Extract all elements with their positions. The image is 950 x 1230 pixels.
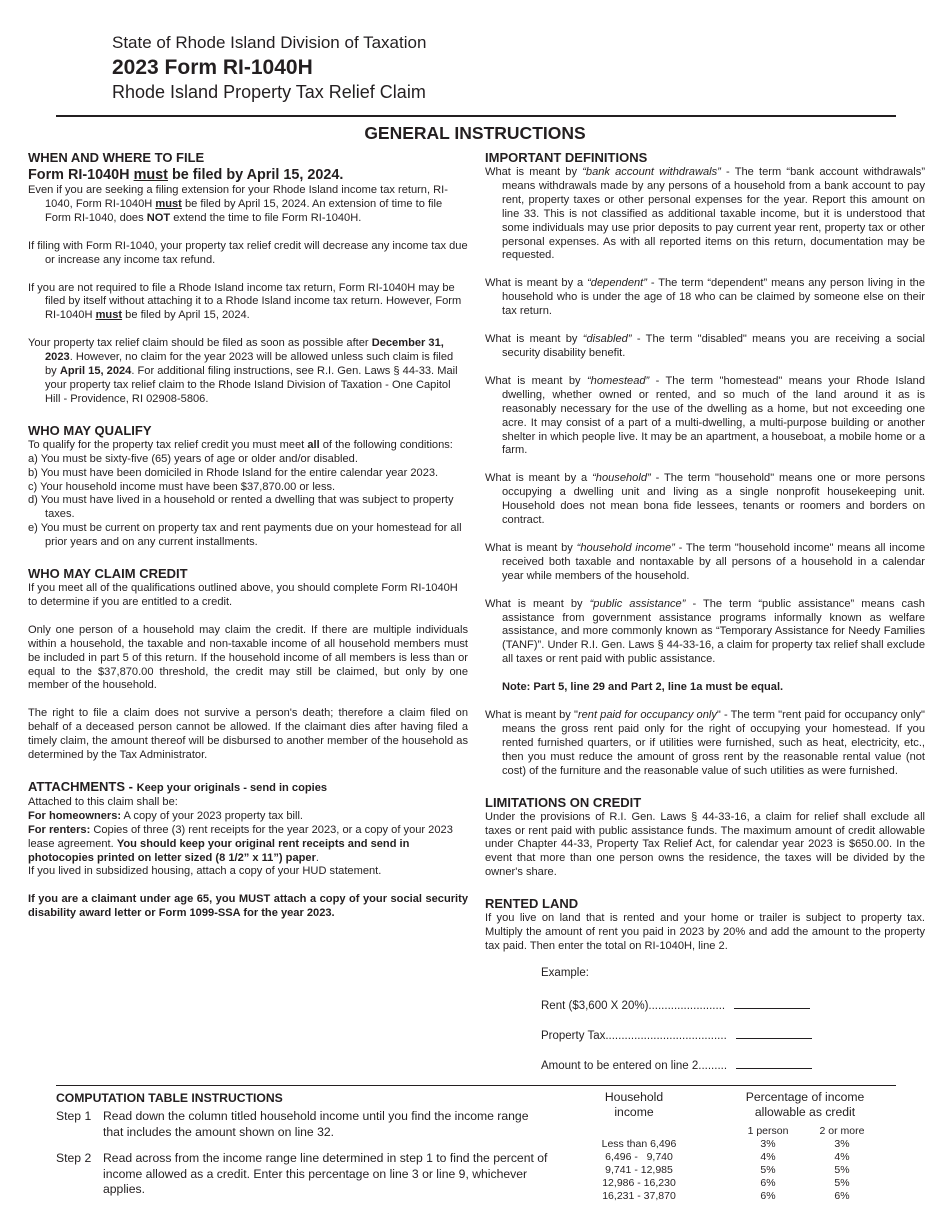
one-person-pct-cell: 3% <box>760 1138 776 1150</box>
left-column <box>28 150 468 921</box>
two-or-more-pct-cell: 5% <box>834 1177 850 1189</box>
property-tax-blank-field <box>736 1028 812 1039</box>
homeowners-line: For homeowners: A copy of your 2023 property tax bill. <box>28 809 303 822</box>
amount-blank-field <box>736 1058 812 1069</box>
attachments-intro: Attached to this claim shall be: <box>28 795 178 808</box>
definitions-heading: IMPORTANT DEFINITIONS <box>485 150 648 165</box>
part5-note: Note: Part 5, line 29 and Part 2, line 1a must be equal. <box>502 681 784 694</box>
one-person-pct-cell: 6% <box>760 1177 776 1189</box>
one-person-pct-cell: 5% <box>760 1164 776 1176</box>
income-range-cell: Less than 6,496 <box>601 1138 677 1150</box>
qualify-item: c) Your household income must have been $37,870.00 or less. <box>28 480 336 493</box>
under65-notice: If you are a claimant under age 65, you MUST attach a copy of your social security disability award letter or Form 1099-SSA for the year 2023. <box>28 893 468 920</box>
one-person-pct-cell: 4% <box>760 1151 776 1163</box>
form-title: 2023 Form RI-1040H <box>112 56 313 79</box>
example-rent-line: Rent ($3,600 X 20%)........................ <box>541 998 810 1012</box>
attachments-heading: ATTACHMENTS - Keep your originals - send in copies <box>28 779 328 794</box>
renters-line: For renters: Copies of three (3) rent receipts for the year 2023, or a copy of your 2023 lease agreement. You should keep your original rent receipts and send in photocopies printed on letter sized (8 1/2” x 11”) paper. <box>28 823 453 864</box>
form-subtitle: Rhode Island Property Tax Relief Claim <box>112 82 426 102</box>
general-instructions-title: GENERAL INSTRUCTIONS <box>364 123 586 143</box>
income-range-cell: 9,741 - 12,985 <box>605 1164 673 1176</box>
step1-label: Step 1 <box>56 1109 92 1123</box>
definition-dependent: What is meant by a “dependent” - The term “dependent” means any person living in the household who is under the age of 18 who can be claimed by someone else on their tax return. <box>485 277 925 318</box>
header-agency <box>112 32 426 54</box>
two-or-more-pct-cell: 4% <box>834 1151 850 1163</box>
definition-bank-withdrawals: What is meant by “bank account withdrawals” - The term “bank account withdrawals” means withdrawals made by any persons of a household from a bank account to pay rent, property taxes or other personal expenses for the year. Report this amount on line 33. This is not classified as additional taxable income, but it is understood that some individuals may use prior deposits to pay current year rent, property tax or other personal expenses. As with all reported items on this return, documentation may be requested. <box>485 166 926 262</box>
step1-text: Read down the column titled household income until you find the income range that includes the amount shown on line 32. <box>103 1109 529 1139</box>
claim-paragraph: The right to file a claim does not survive a person's death; therefore a claim filed on behalf of a deceased person cannot be allowed. If the claimant dies after having filed a timely claim, the amount thereof will be disbursed to another member of the household as determined by the Tax Administrator. <box>28 707 468 762</box>
two-or-more-pct-cell: 3% <box>834 1138 850 1150</box>
definition-household-income: What is meant by “household income” - The term "household income" means all income received both taxable and nontaxable by all persons of a household in a calendar year while members of the household. <box>485 541 925 582</box>
two-or-more-pct-cell: 6% <box>834 1190 850 1202</box>
definition-household: What is meant by a “household” - The term "household" means one or more persons occupying a dwelling unit and living as a single nonprofit housekeeping unit. Household does not mean bona fide lessees, tenants or roomers and borders on contract. <box>485 472 925 527</box>
file-asap-paragraph: Your property tax relief claim should be filed as soon as possible after December 31, 2023. However, no claim for the year 2023 will be allowed unless such claim is filed by April 15, 2024. For additional filing instructions, see R.I. Gen. Laws § 44-33. Mail your property tax relief claim to the Rhode Island Division of Taxation - One Capitol Hill - Providence, RI 02908-5806. <box>28 337 458 405</box>
header-division: Division of Taxation <box>280 33 427 52</box>
right-column <box>485 150 925 954</box>
example-amount-line: Amount to be entered on line 2......... <box>541 1058 812 1072</box>
hud-line: If you lived in subsidized housing, attach a copy of your HUD statement. <box>28 865 382 878</box>
income-range-cell: 6,496 - 9,740 <box>605 1151 673 1163</box>
claim-paragraph: If you meet all of the qualifications outlined above, you should complete Form RI-1040H to determine if you are entitled to a credit. <box>28 582 458 608</box>
when-where-heading: WHEN AND WHERE TO FILE <box>28 150 205 165</box>
not-required-paragraph: If you are not required to file a Rhode Island income tax return, Form RI-1040H may be filed by itself without attaching it to a Rhode Island income tax return. However, Form RI-1040H must be filed by April 15, 2024. <box>28 281 462 322</box>
limitations-heading: LIMITATIONS ON CREDIT <box>485 794 642 810</box>
computation-divider <box>56 1085 896 1086</box>
qualify-item: a) You must be sixty-five (65) years of age or older and/or disabled. <box>28 452 358 465</box>
two-or-more-header: 2 or more <box>819 1125 865 1137</box>
qualify-item: d) You must have lived in a household or rented a dwelling that was subject to property taxes. <box>28 494 454 521</box>
header-state: State of Rhode Island <box>112 33 276 52</box>
example-property-tax-line: Property Tax...................................... <box>541 1028 812 1042</box>
rented-land-heading: RENTED LAND <box>485 896 579 912</box>
ri1040-paragraph: If filing with Form RI-1040, your property tax relief credit will decrease any income tax due or increase any income tax refund. <box>28 239 468 266</box>
one-person-pct-cell: 6% <box>760 1190 776 1202</box>
qualify-intro: To qualify for the property tax relief credit you must meet all of the following conditions: <box>28 438 453 451</box>
definition-public-assistance: What is meant by “public assistance” - The term “public assistance” means cash assistance from government assistance programs informally known as welfare assistance, and more commonly known as “Temporary Assistance for Needy Families (TANF)”. Under R.I. Gen. Laws § 44-33-16, a claim for property tax relief shall exclude all taxes or rent paid with public assistance. <box>485 597 925 666</box>
filing-deadline: Form RI-1040H must be filed by April 15, 2024. <box>28 167 344 183</box>
definition-rent-paid: What is meant by "rent paid for occupancy only" - The term "rent paid for occupancy only" means the gross rent paid only for the right of occupying your homestead. If you rented furnished quarters, or if utilities were furnished, such as heat, electricity, etc., then you must reduce the amount of gross rent by the reasonable rental value (not cost) of the furniture and the reasonable value of such utilities as were furnished. <box>485 709 925 777</box>
computation-title: COMPUTATION TABLE INSTRUCTIONS <box>56 1091 283 1105</box>
income-range-cell: 12,986 - 16,230 <box>602 1177 676 1189</box>
definition-disabled: What is meant by “disabled” - The term "disabled" means you are receiving a social security disability benefit. <box>485 333 925 359</box>
definition-homestead: What is meant by “homestead” - The term "homestead" means your Rhode Island dwelling, whether owned or rented, and so much of the land around it as is reasonably necessary for the use of the dwelling as a home, but not exceeding one acre. It may consist of a part of a multi-dwelling, a multi-purpose building or another shelter in which people live. It may be an apartment, a houseboat, a mobile home or a farm. <box>485 374 925 457</box>
household-income-header: Household income <box>604 1090 664 1119</box>
example-label: Example: <box>541 967 589 979</box>
who-qualify-heading: WHO MAY QUALIFY <box>28 422 152 438</box>
rent-blank-field <box>734 998 810 1009</box>
two-or-more-pct-cell: 5% <box>834 1164 850 1176</box>
qualify-item: b) You must have been domiciled in Rhode Island for the entire calendar year 2023. <box>28 466 439 479</box>
limitations-text: Under the provisions of R.I. Gen. Laws § 44-33-16, a claim for relief shall exclude all taxes or rent paid with public assistance funds. The maximum amount of credit allowable under Chapter 44-33, Property Tax Relief Act, for calendar year 2023 is $650.00. In the event that more than one person owns the residence, the taxes will be divided by the owner's share. <box>485 810 925 879</box>
one-person-header: 1 person <box>747 1125 789 1137</box>
header-divider <box>56 115 896 117</box>
who-claim-heading: WHO MAY CLAIM CREDIT <box>28 566 188 582</box>
extension-paragraph: Even if you are seeking a filing extension for your Rhode Island income tax return, RI-1040, Form RI-1040H must be filed by April 15, 2024. An extension of time to file Form RI-1040, does NOT extend the time to file Form RI-1040H. <box>28 184 448 224</box>
qualify-item: e) You must be current on property tax and rent payments due on your homestead for all prior years and on any current installments. <box>28 522 462 549</box>
claim-paragraph: Only one person of a household may claim the credit. If there are multiple individuals within a household, the taxable and non-taxable income of all household members must be included in part 5 of this return. If the household income of all members is less than or equal to the $37,870.00 threshold, the credit may still be claimed, but only by one member of the household. <box>28 623 468 692</box>
step2-text: Read across from the income range line determined in step 1 to find the percent of income allowed as a credit. Enter this percentage on line 3 or line 9, whichever applies. <box>103 1151 548 1196</box>
step2-label: Step 2 <box>56 1151 92 1165</box>
rented-land-text: If you live on land that is rented and your home or trailer is subject to property tax. Multiply the amount of rent you paid in 2023 by 20% and add the amount to the property tax paid. Then enter the total on RI-1040H, line 2. <box>485 912 925 952</box>
income-range-cell: 16,231 - 37,870 <box>602 1190 676 1202</box>
percentage-header: Percentage of income allowable as credit <box>745 1090 865 1119</box>
